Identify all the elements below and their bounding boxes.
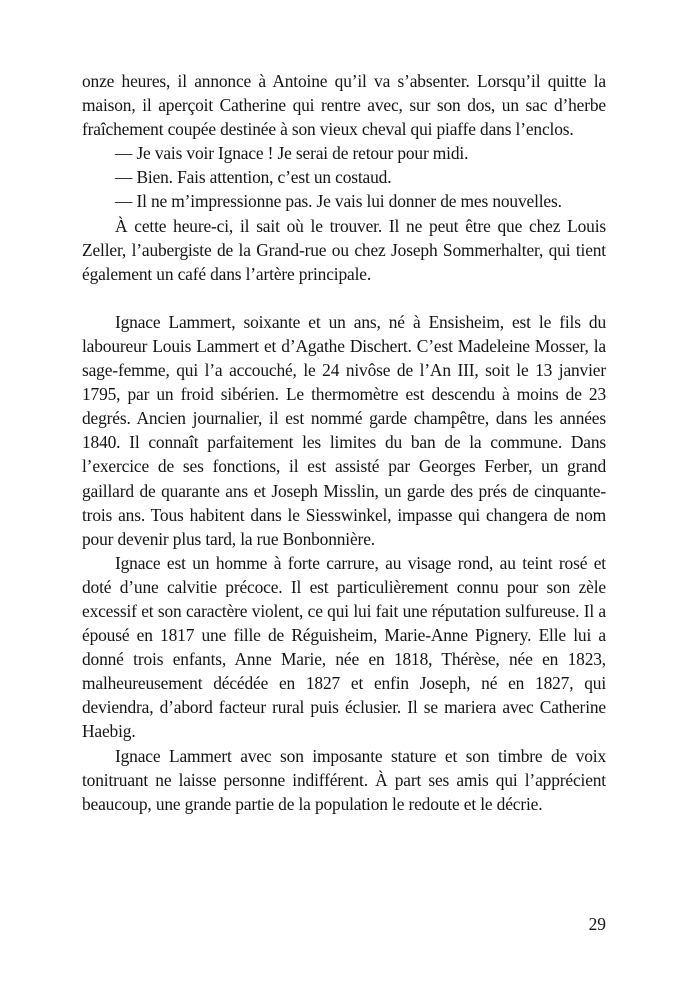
dialogue-line-2: — Bien. Fais attention, c’est un costaud.: [115, 167, 392, 188]
page-number: 29: [588, 914, 606, 934]
dialogue-line-3: — Il ne m’impressionne pas. Je vais lui donner de mes nouvelles.: [115, 191, 562, 212]
paragraph-ignace-biography: Ignace Lammert, soixante et un ans, né à Ensisheim, est le fils du laboureur Louis Lammert et d’Agathe Dischert. C’est Madeleine Mosser, la sage-femme, qui l’a accouché, le 24 nivôse de l’An III, soit le 13 janvier 1795, par un froid sibérien. Le thermomètre est descendu à moins de 23 degrés. Ancien journalier, il est nommé garde champêtre, dans les années 1840. Il connaît parfaitement les limites du ban de la commune. Dans l’exercice de ses fonctions, il est assisté par Georges Ferber, un grand gaillard de quarante ans et Joseph Misslin, un garde des prés de cinquante-trois ans. Tous habitent dans le Siesswinkel, impasse qui changera de nom pour devenir plus tard, la rue Bonbonnière.: [82, 311, 606, 549]
dialogue-line-1: — Je vais voir Ignace ! Je serai de retour pour midi.: [115, 143, 469, 164]
paragraph-location: À cette heure-ci, il sait où le trouver. Il ne peut être que chez Louis Zeller, l’aubergiste de la Grand-rue ou chez Joseph Sommerhalter, qui tient également un café dans l’artère principale.: [82, 215, 606, 284]
page-body: [82, 69, 606, 816]
paragraph-continuation: onze heures, il annonce à Antoine qu’il va s’absenter. Lorsqu’il quitte la maison, il aperçoit Catherine qui rentre avec, sur son dos, un sac d’herbe fraîchement coupée destinée à son vieux cheval qui piaffe dans l’enclos.: [82, 71, 606, 140]
section-break: [82, 286, 606, 310]
paragraph-ignace-description: Ignace est un homme à forte carrure, au visage rond, au teint rosé et doté d’une calvitie précoce. Il est particulièrement connu pour son zèle excessif et son caractère violent, ce qui lui fait une réputation sulfureuse. Il a épousé en 1817 une fille de Réguisheim, Marie-Anne Pignery. Elle lui a donné trois enfants, Anne Marie, née en 1818, Thérèse, née en 1823, malheureusement décédée en 1827 et enfin Joseph, né en 1827, qui deviendra, d’abord facteur rural puis éclusier. Il se mariera avec Catherine Haebig.: [82, 552, 606, 742]
paragraph-ignace-reputation: Ignace Lammert avec son imposante stature et son timbre de voix tonitruant ne laisse personne indifférent. À part ses amis qui l’apprécient beaucoup, une grande partie de la population le redoute et le décrie.: [82, 745, 606, 814]
